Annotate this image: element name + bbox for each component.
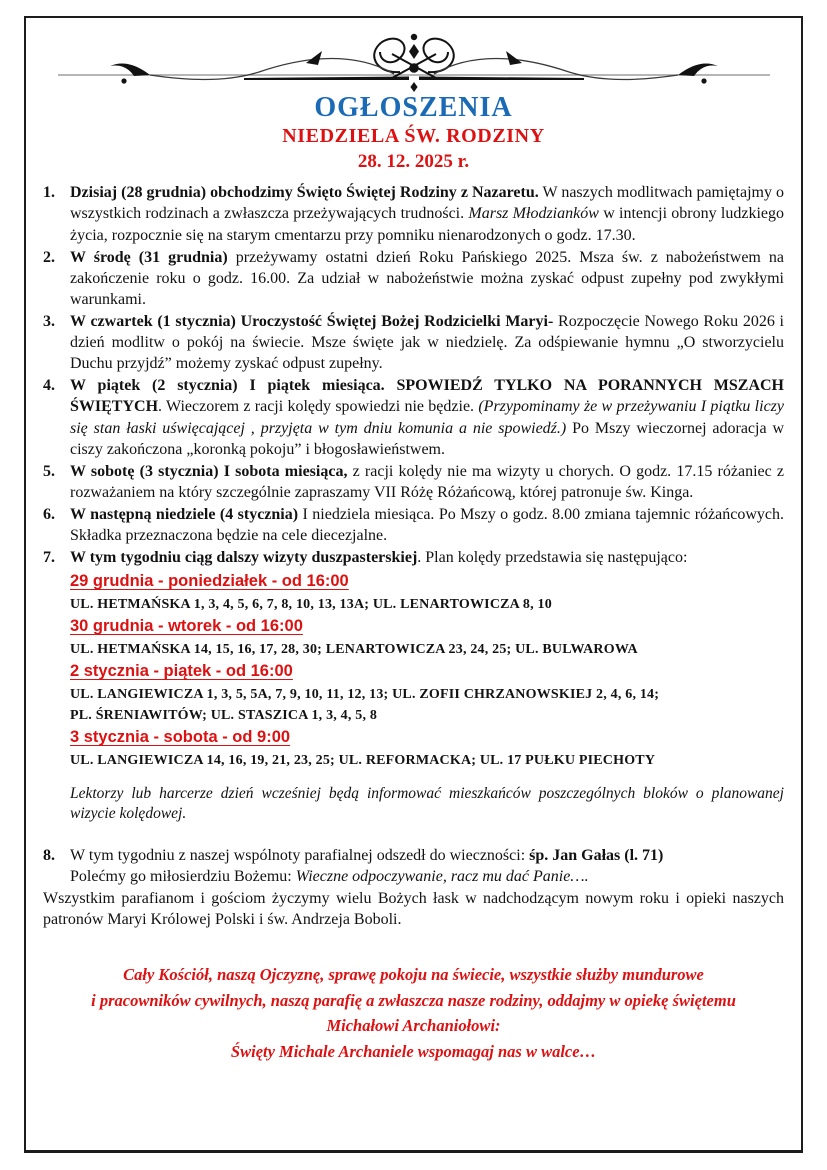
schedule-streets: UL. HETMAŃSKA 1, 3, 4, 5, 6, 7, 8, 10, 13, 13A; UL. LENARTOWICZA 8, 10 <box>70 597 552 613</box>
list-item <box>43 504 784 546</box>
text-segment: W następną niedziele (4 stycznia) <box>70 505 299 523</box>
list-item <box>43 845 784 887</box>
text-segment: W piątek (2 stycznia) I piątek miesiąca. SPOWIEDŹ TYLKO NA PORANNYCH MSZACH ŚWIĘTYCH <box>70 377 784 416</box>
footer-prayer-line: Święty Michale Archaniele wspomagaj nas w walce… <box>230 1042 597 1062</box>
footer-prayer-line: Michałowi Archaniołowi: <box>326 1016 501 1036</box>
text-segment: Polećmy go miłosierdziu Bożemu: <box>70 868 296 885</box>
list-item <box>43 547 784 825</box>
schedule-date-header: 29 grudnia - poniedziałek - od 16:00 <box>70 572 349 591</box>
schedule-streets: UL. HETMAŃSKA 14, 15, 16, 17, 28, 30; LENARTOWICZA 23, 24, 25; UL. BULWAROWA <box>70 642 638 658</box>
text-segment: Marsz Młodzianków <box>468 205 599 223</box>
text-segment: W tym tygodniu z naszej wspólnoty parafialnej odszedł do wieczności: <box>70 846 530 864</box>
text-segment: Wieczne odpoczywanie, racz mu dać Panie…. <box>295 868 589 885</box>
page-subtitle: NIEDZIELA ŚW. RODZINY <box>282 125 545 148</box>
schedule-streets: UL. LANGIEWICZA 1, 3, 5, 5A, 7, 9, 10, 11, 12, 13; UL. ZOFII CHRZANOWSKIEJ 2, 4, 6, 14; <box>70 687 660 703</box>
flourish-ornament-icon <box>54 30 774 92</box>
footer-prayer-line: Cały Kościół, naszą Ojczyznę, sprawę pokoju na świecie, wszystkie służby mundurowe <box>123 965 704 985</box>
list-item <box>43 461 784 503</box>
text-segment: W środę (31 grudnia) <box>70 248 228 266</box>
schedule-note: Lektorzy lub harcerze dzień wcześniej będą informować mieszkańców poszczególnych bloków o planowanej wizycie kolędowej. <box>70 784 784 823</box>
closing-paragraph: Wszystkim parafianom i gościom życzymy wielu Bożych łask w nadchodzącym nowym roku i opieki naszych patronów Maryi Królowej Polski i św. Andrzeja Boboli. <box>43 890 784 929</box>
list-item <box>43 375 784 459</box>
announcement-list <box>43 182 784 887</box>
schedule-streets: UL. LANGIEWICZA 14, 16, 19, 21, 23, 25; UL. REFORMACKA; UL. 17 PUŁKU PIECHOTY <box>70 752 656 768</box>
schedule-streets: PL. ŚRENIAWITÓW; UL. STASZICA 1, 3, 4, 5, 8 <box>70 708 378 724</box>
text-segment: . Wieczorem z racji kolędy spowiedzi nie będzie. <box>158 398 479 416</box>
text-segment: W czwartek (1 stycznia) Uroczystość Świętej Bożej Rodzicielki Maryi- <box>70 312 554 330</box>
bulletin-page <box>24 16 803 1153</box>
text-segment: Dzisiaj (28 grudnia) obchodzimy Święto Świętej Rodziny z Nazaretu. <box>70 184 539 202</box>
list-item <box>43 182 784 245</box>
text-segment: I niedziela miesiąca. Po Mszy o godz. 8.00 zmiana tajemnic różańcowych. Składka przeznaczona będzie na cele diecezjalne. <box>70 505 785 545</box>
text-segment: W sobotę (3 stycznia) I sobota miesiąca, <box>70 462 348 480</box>
page-date: 28. 12. 2025 r. <box>357 151 470 173</box>
schedule-date-header: 30 grudnia - wtorek - od 16:00 <box>70 617 303 636</box>
header-ornament <box>43 30 784 92</box>
list-item <box>43 247 784 310</box>
footer-prayer <box>43 962 784 1064</box>
page-title: OGŁOSZENIA <box>314 92 513 123</box>
text-segment: W naszych modlitwach pamiętajmy o wszystkich rodzinach a zwłaszcza przeżywających trudności. <box>70 184 784 223</box>
visit-schedule <box>70 570 784 825</box>
text-segment: Po Mszy wieczornej adoracja w ciszy zakończona „koronką pokoju” i błogosławieństwem. <box>70 419 785 458</box>
text-segment: śp. Jan Gałas (l. 71) <box>529 846 664 864</box>
schedule-date-header: 3 stycznia - sobota - od 9:00 <box>70 728 291 747</box>
text-segment: W tym tygodniu ciąg dalszy wizyty duszpasterskiej <box>70 549 418 567</box>
footer-prayer-line: i pracowników cywilnych, naszą parafię a zwłaszcza nasze rodziny, oddajmy w opiekę świętemu <box>91 990 736 1010</box>
text-segment: . Plan kolędy przedstawia się następująco: <box>417 549 688 567</box>
list-item <box>43 311 784 374</box>
text-segment: przeżywamy ostatni dzień Roku Pańskiego 2025. Msza św. z nabożeństwem na zakończenie roku o godz. 16.00. Za udział w nabożeństwie można zyskać odpust zupełny pod zwykłymi warunkami. <box>70 248 784 308</box>
text-segment: Rozpoczęcie Nowego Roku 2026 i dzień modlitw o pokój na świecie. Msze święte jak w niedzielę. Za odśpiewanie hymnu „O stworzycielu Duchu przyjdź” możemy zyskać odpust zupełny. <box>70 312 785 373</box>
text-segment: w intencji obrony ludzkiego życia, rozpocznie się na starym cmentarzu przy pomniku nienarodzonych o godz. 17.30. <box>70 205 784 244</box>
text-segment: z racji kolędy nie ma wizyty u chorych. O godz. 17.15 różaniec z rozważaniem na który szczególnie zapraszamy VII Różę Różańcową, której patronuje św. Kinga. <box>70 462 784 501</box>
schedule-date-header: 2 stycznia - piątek - od 16:00 <box>70 662 293 681</box>
text-segment: (Przypominamy że w przeżywaniu I piątku liczy się stan łaski uświęcającej , przyjęta w tym dniu komunia a nie spowiedź.) <box>70 398 784 437</box>
